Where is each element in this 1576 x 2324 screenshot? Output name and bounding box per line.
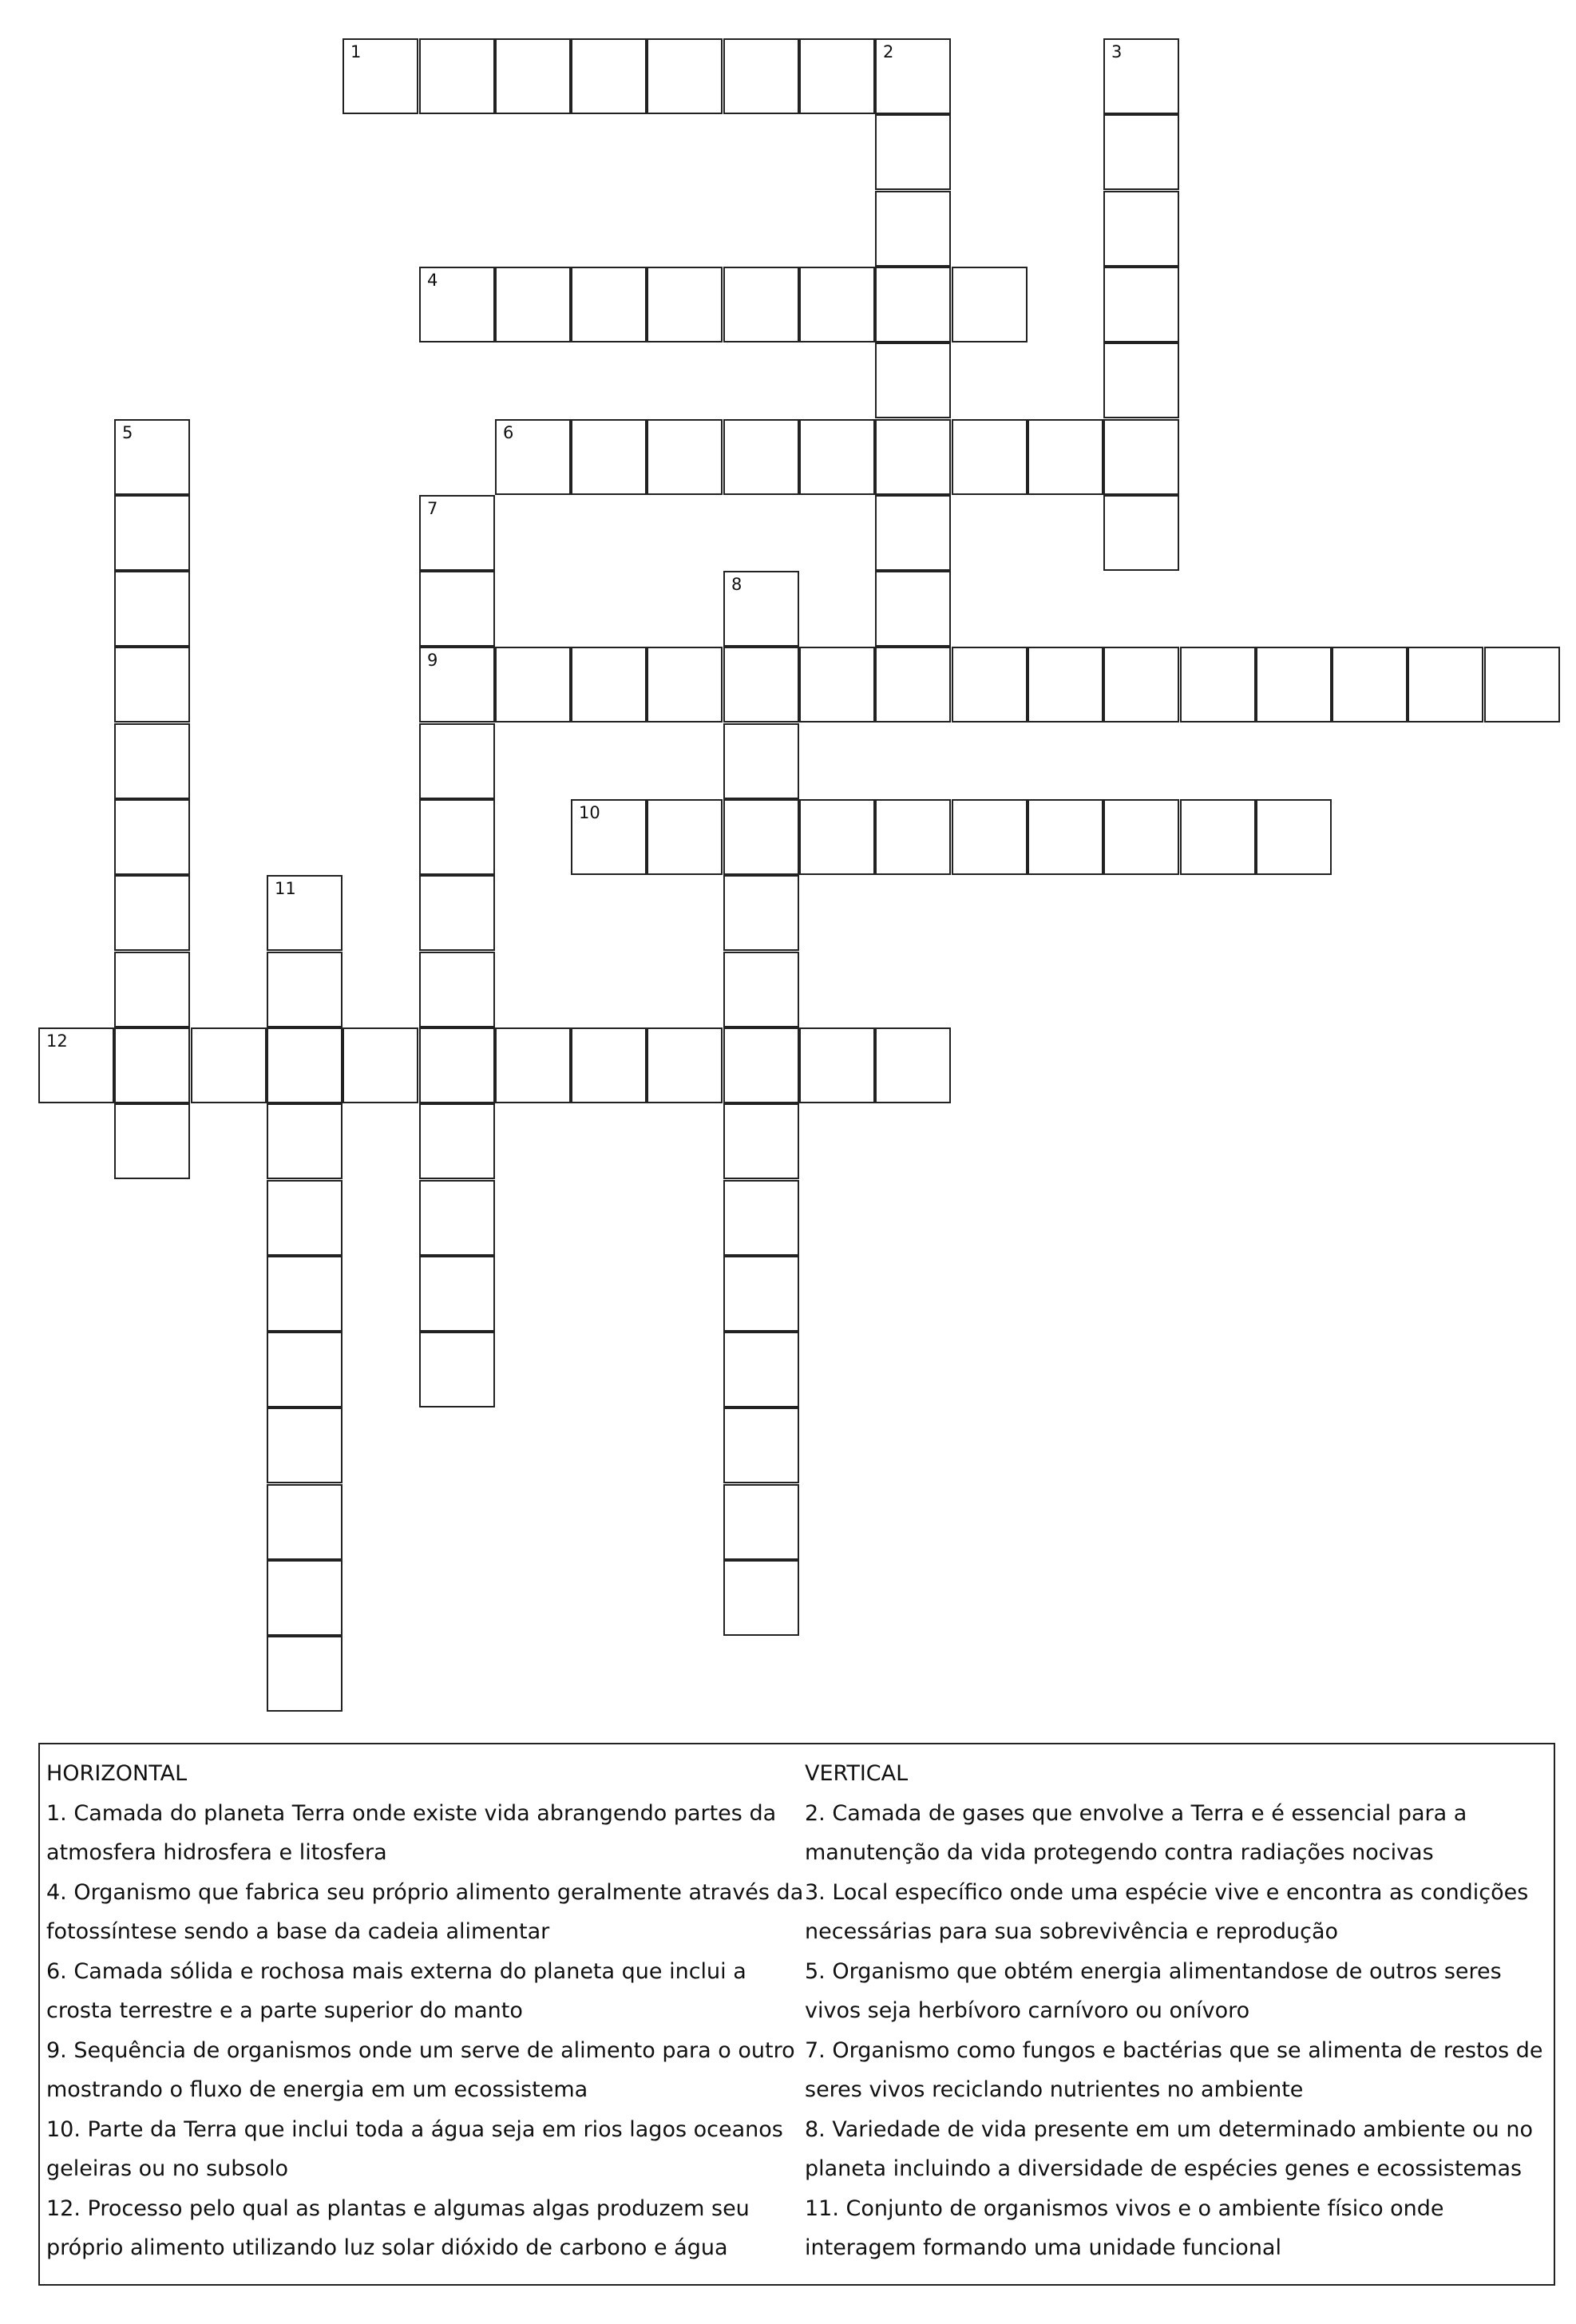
grid-cell[interactable]	[799, 647, 875, 723]
grid-cell[interactable]	[267, 875, 343, 951]
grid-cell[interactable]	[267, 1027, 343, 1103]
horizontal-clues	[46, 1754, 805, 2268]
grid-cell[interactable]	[267, 1103, 343, 1179]
grid-cell[interactable]	[952, 419, 1028, 495]
grid-cell[interactable]	[114, 1103, 190, 1179]
grid-cell[interactable]	[875, 571, 951, 647]
grid-cell[interactable]	[723, 267, 799, 342]
grid-cell[interactable]	[114, 723, 190, 799]
grid-cell[interactable]	[114, 875, 190, 951]
grid-cell[interactable]	[723, 647, 799, 723]
grid-cell[interactable]	[267, 1407, 343, 1483]
grid-cell[interactable]	[38, 1027, 114, 1103]
grid-cell[interactable]	[875, 1027, 951, 1103]
grid-cell[interactable]	[267, 1484, 343, 1560]
grid-cell[interactable]	[1103, 114, 1179, 190]
grid-cell[interactable]	[114, 1027, 190, 1103]
grid-cell[interactable]	[419, 723, 495, 799]
clue-number: 11	[275, 879, 296, 898]
grid-cell[interactable]	[343, 1027, 418, 1103]
grid-cell[interactable]	[723, 419, 799, 495]
clue-1-across: 1. Camada do planeta Terra onde existe vida abrangendo partes da atmosfera hidrosfera e litosfera	[46, 1800, 777, 1865]
grid-cell[interactable]	[114, 799, 190, 875]
clue-7-down: 7. Organismo como fungos e bactérias que se alimenta de restos de seres vivos reciclando nutrientes no ambiente	[805, 2037, 1543, 2102]
clue-2-down: 2. Camada de gases que envolve a Terra e é essencial para a manutenção da vida protegendo contra radiações nocivas	[805, 1800, 1467, 1865]
grid-cell[interactable]	[647, 419, 723, 495]
grid-cell[interactable]	[419, 875, 495, 951]
grid-cell[interactable]	[1103, 495, 1179, 571]
grid-cell[interactable]	[1028, 419, 1103, 495]
grid-cell[interactable]	[723, 875, 799, 951]
clue-9-across: 9. Sequência de organismos onde um serve de alimento para o outro mostrando o fluxo de energia em um ecossistema	[46, 2037, 795, 2102]
grid-cell[interactable]	[571, 647, 647, 723]
horizontal-heading: HORIZONTAL	[46, 1761, 188, 1786]
grid-cell[interactable]	[495, 1027, 571, 1103]
grid-cell[interactable]	[419, 1332, 495, 1407]
grid-cell[interactable]	[495, 267, 571, 342]
grid-cell[interactable]	[419, 571, 495, 647]
grid-cell[interactable]	[571, 799, 647, 875]
grid-cell[interactable]	[114, 952, 190, 1027]
grid-cell[interactable]	[875, 342, 951, 418]
clue-5-down: 5. Organismo que obtém energia alimentandose de outros seres vivos seja herbívoro carnívoro ou onívoro	[805, 1958, 1502, 2023]
clue-number: 1	[350, 42, 362, 61]
grid-cell[interactable]	[419, 1027, 495, 1103]
grid-cell[interactable]	[267, 1332, 343, 1407]
grid-cell[interactable]	[1103, 419, 1179, 495]
grid-cell[interactable]	[1103, 647, 1179, 723]
grid-cell[interactable]	[419, 952, 495, 1027]
grid-cell[interactable]	[267, 1560, 343, 1636]
clue-number: 7	[427, 499, 438, 518]
grid-cell[interactable]	[723, 1560, 799, 1636]
clue-number: 9	[427, 651, 438, 670]
grid-cell[interactable]	[419, 1180, 495, 1256]
clue-number: 10	[579, 803, 600, 822]
grid-cell[interactable]	[723, 1256, 799, 1332]
clue-number: 2	[883, 42, 894, 61]
grid-cell[interactable]	[1103, 342, 1179, 418]
grid-cell[interactable]	[647, 1027, 723, 1103]
grid-cell[interactable]	[1484, 647, 1560, 723]
grid-cell[interactable]	[419, 267, 495, 342]
grid-cell[interactable]	[419, 1256, 495, 1332]
grid-cell[interactable]	[647, 647, 723, 723]
grid-cell[interactable]	[114, 571, 190, 647]
grid-cell[interactable]	[799, 38, 875, 114]
grid-cell[interactable]	[952, 799, 1028, 875]
grid-cell[interactable]	[875, 38, 951, 114]
grid-cell[interactable]	[1103, 38, 1179, 114]
grid-cell[interactable]	[419, 495, 495, 571]
grid-cell[interactable]	[267, 1180, 343, 1256]
clue-4-across: 4. Organismo que fabrica seu próprio alimento geralmente através da fotossíntese sendo a base da cadeia alimentar	[46, 1879, 804, 1944]
clue-number: 12	[46, 1031, 68, 1051]
grid-cell[interactable]	[723, 1103, 799, 1179]
grid-cell[interactable]	[799, 267, 875, 342]
grid-cell[interactable]	[419, 799, 495, 875]
grid-cell[interactable]	[1256, 647, 1332, 723]
grid-cell[interactable]	[723, 1332, 799, 1407]
grid-cell[interactable]	[114, 647, 190, 723]
grid-cell[interactable]	[1028, 647, 1103, 723]
grid-cell[interactable]	[267, 952, 343, 1027]
grid-cell[interactable]	[875, 647, 951, 723]
grid-cell[interactable]	[799, 1027, 875, 1103]
grid-cell[interactable]	[114, 495, 190, 571]
clue-12-across: 12. Processo pelo qual as plantas e algumas algas produzem seu próprio alimento utilizando luz solar dióxido de carbono e água	[46, 2195, 750, 2260]
grid-cell[interactable]	[1408, 647, 1483, 723]
vertical-clues	[805, 1754, 1551, 2268]
grid-cell[interactable]	[419, 647, 495, 723]
clues-box	[38, 1743, 1555, 2286]
clue-number: 6	[503, 423, 514, 442]
grid-cell[interactable]	[495, 419, 571, 495]
grid-cell[interactable]	[571, 38, 647, 114]
grid-cell[interactable]	[1103, 799, 1179, 875]
grid-cell[interactable]	[647, 799, 723, 875]
grid-cell[interactable]	[1103, 267, 1179, 342]
grid-cell[interactable]	[571, 419, 647, 495]
grid-cell[interactable]	[191, 1027, 267, 1103]
grid-cell[interactable]	[952, 647, 1028, 723]
clue-11-down: 11. Conjunto de organismos vivos e o ambiente físico onde interagem formando uma unidade funcional	[805, 2195, 1444, 2260]
grid-cell[interactable]	[723, 799, 799, 875]
clue-6-across: 6. Camada sólida e rochosa mais externa do planeta que inclui a crosta terrestre e a parte superior do manto	[46, 1958, 746, 2023]
grid-cell[interactable]	[1028, 799, 1103, 875]
clue-number: 8	[731, 575, 742, 594]
grid-cell[interactable]	[647, 38, 723, 114]
grid-cell[interactable]	[1180, 799, 1256, 875]
grid-cell[interactable]	[875, 267, 951, 342]
clue-number: 4	[427, 271, 438, 290]
vertical-heading: VERTICAL	[805, 1761, 909, 1786]
grid-cell[interactable]	[875, 191, 951, 267]
clue-number: 3	[1111, 42, 1123, 61]
grid-cell[interactable]	[723, 1180, 799, 1256]
grid-cell[interactable]	[875, 114, 951, 190]
grid-cell[interactable]	[267, 1636, 343, 1712]
grid-cell[interactable]	[267, 1256, 343, 1332]
grid-cell[interactable]	[723, 38, 799, 114]
grid-cell[interactable]	[571, 1027, 647, 1103]
grid-cell[interactable]	[723, 1027, 799, 1103]
grid-cell[interactable]	[343, 38, 418, 114]
grid-cell[interactable]	[875, 799, 951, 875]
clue-3-down: 3. Local específico onde uma espécie vive e encontra as condições necessárias para sua sobrevivência e reprodução	[805, 1879, 1529, 1944]
grid-cell[interactable]	[1180, 647, 1256, 723]
grid-cell[interactable]	[875, 419, 951, 495]
grid-cell[interactable]	[647, 267, 723, 342]
grid-cell[interactable]	[799, 419, 875, 495]
grid-cell[interactable]	[723, 1484, 799, 1560]
grid-cell[interactable]	[419, 1103, 495, 1179]
grid-cell[interactable]	[799, 799, 875, 875]
grid-cell[interactable]	[114, 419, 190, 495]
grid-cell[interactable]	[571, 267, 647, 342]
grid-cell[interactable]	[1256, 799, 1332, 875]
clue-number: 5	[122, 423, 133, 442]
grid-cell[interactable]	[1103, 191, 1179, 267]
grid-cell[interactable]	[495, 38, 571, 114]
grid-cell[interactable]	[723, 723, 799, 799]
grid-cell[interactable]	[723, 1407, 799, 1483]
grid-cell[interactable]	[723, 571, 799, 647]
clue-8-down: 8. Variedade de vida presente em um determinado ambiente ou no planeta incluindo a diversidade de espécies genes e ecossistemas	[805, 2116, 1534, 2181]
grid-cell[interactable]	[419, 38, 495, 114]
grid-cell[interactable]	[952, 267, 1028, 342]
grid-cell[interactable]	[1332, 647, 1408, 723]
grid-cell[interactable]	[495, 647, 571, 723]
clue-10-across: 10. Parte da Terra que inclui toda a água seja em rios lagos oceanos geleiras ou no subsolo	[46, 2116, 783, 2181]
grid-cell[interactable]	[875, 495, 951, 571]
grid-cell[interactable]	[723, 952, 799, 1027]
